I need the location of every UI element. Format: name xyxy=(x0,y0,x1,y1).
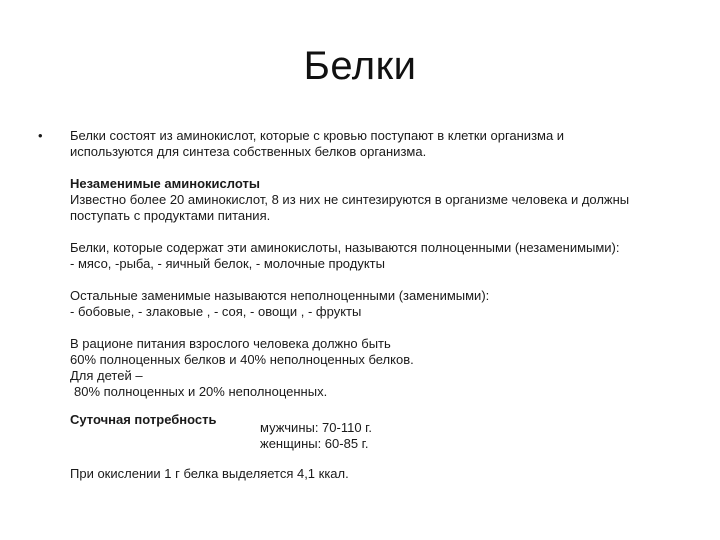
daily-need-row xyxy=(70,412,690,435)
daily-need-heading: Суточная потребность xyxy=(70,412,217,427)
slide-body xyxy=(70,128,690,482)
slide-title: Белки xyxy=(303,44,417,88)
diet-line-1: В рационе питания взрослого человека должно быть xyxy=(70,336,391,351)
intro-line-1: Белки состоят из аминокислот, которые с кровью поступают в клетки организма и xyxy=(70,128,565,143)
incomplete-line-2: - бобовые, - злаковые , - соя, - овощи , - фрукты xyxy=(70,304,362,319)
essential-heading: Незаменимые аминокислоты xyxy=(70,176,260,191)
daily-need-men: мужчины: 70-110 г. xyxy=(260,420,372,435)
daily-need-women: женщины: 60-85 г. xyxy=(260,436,369,451)
complete-line-1: Белки, которые содержат эти аминокислоты, называются полноценными (незаменимыми): xyxy=(70,240,620,255)
diet-line-3: Для детей – xyxy=(70,368,143,383)
essential-line-2: поступать с продуктами питания. xyxy=(70,208,271,223)
diet-line-2: 60% полноценных белков и 40% неполноценных белков. xyxy=(70,352,414,367)
bullet-marker: • xyxy=(38,128,43,143)
essential-line-1: Известно более 20 аминокислот, 8 из них не синтезируются в организме человека и должны xyxy=(70,192,630,207)
complete-line-2: - мясо, -рыба, - яичный белок, - молочные продукты xyxy=(70,256,385,271)
incomplete-line-1: Остальные заменимые называются неполноценными (заменимыми): xyxy=(70,288,490,303)
intro-line-2: используются для синтеза собственных белков организма. xyxy=(70,144,427,159)
diet-line-4: 80% полноценных и 20% неполноценных. xyxy=(74,384,328,399)
daily-need-row-2 xyxy=(70,428,690,451)
oxidation-line: При окислении 1 г белка выделяется 4,1 ккал. xyxy=(70,466,349,481)
